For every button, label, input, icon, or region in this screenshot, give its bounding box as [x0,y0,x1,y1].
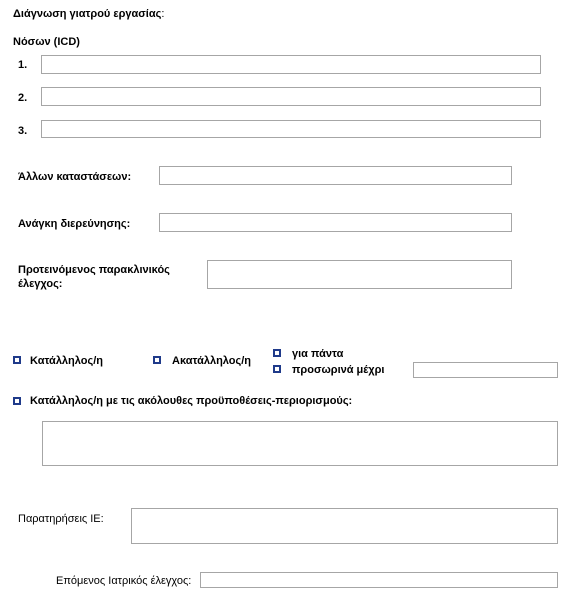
temporary-checkbox[interactable] [273,365,281,373]
icd-row-1-field[interactable] [41,55,541,74]
conditional-fit-field[interactable] [42,421,558,466]
icd-row-3-field[interactable] [41,120,541,138]
remarks-label: Παρατηρήσεις ΙΕ: [18,513,104,525]
fit-checkbox[interactable] [13,356,21,364]
fit-label: Κατάλληλος/η [30,355,103,367]
investigation-label: Ανάγκη διερεύνησης: [18,218,131,230]
temporary-label: προσωρινά μέχρι [292,364,385,376]
icd-row-1-number: 1. [18,59,28,71]
forever-checkbox[interactable] [273,349,281,357]
conditional-fit-checkbox[interactable] [13,397,21,405]
icd-row-2-number: 2. [18,92,28,104]
investigation-field[interactable] [159,213,512,232]
unfit-label: Ακατάλληλος/η [172,355,251,367]
temporary-until-field[interactable] [413,362,558,378]
other-conditions-label: Άλλων καταστάσεων: [18,171,132,183]
paraclinical-field[interactable] [207,260,512,289]
forever-label: για πάντα [292,348,344,360]
icd-row-3-number: 3. [18,125,28,137]
diagnosis-heading: Διάγνωση γιατρού εργασίας: [13,8,165,20]
unfit-checkbox[interactable] [153,356,161,364]
paraclinical-label: Προτεινόμενος παρακλινικός έλεγχος: [18,264,170,290]
next-checkup-field[interactable] [200,572,558,588]
remarks-field[interactable] [131,508,558,544]
other-conditions-field[interactable] [159,166,512,185]
next-checkup-label: Επόμενος Ιατρικός έλεγχος: [56,575,192,587]
conditional-fit-label: Κατάλληλος/η με τις ακόλουθες προϋποθέσεις-περιορισμούς: [30,395,353,407]
diseases-icd-label: Νόσων (ICD) [13,36,80,48]
icd-row-2-field[interactable] [41,87,541,106]
